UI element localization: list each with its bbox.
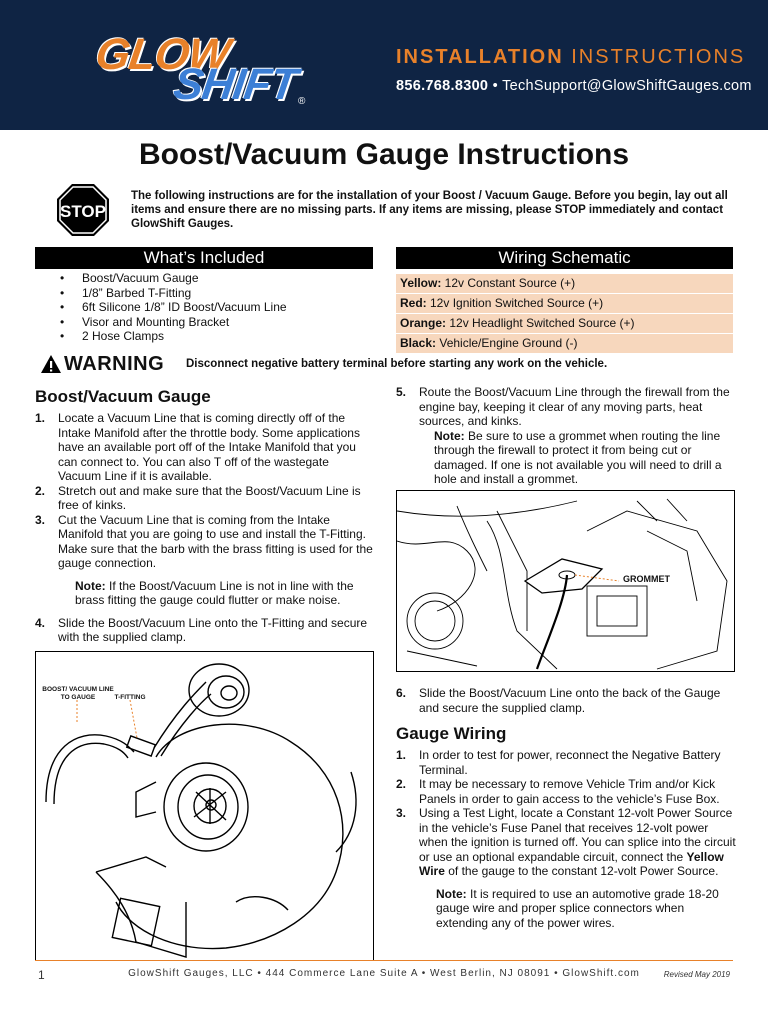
installation-instructions-title [396, 46, 745, 69]
wire-row-red [396, 294, 733, 313]
yellow-wire-text: Yellow Wire [419, 849, 724, 878]
wiring-schematic-heading: Wiring Schematic [396, 247, 733, 269]
phone-number: 856.768.8300 [396, 78, 489, 94]
step-text: Route the Boost/Vacuum Line through the firewall from the engine bay, keeping it clear of any moving parts, heat sources, and kinks. [419, 385, 730, 428]
boost-note [35, 579, 375, 608]
engine-bay-illustration [397, 491, 734, 671]
step-number: 1. [396, 748, 407, 762]
logo-shift-text: SHIFT [170, 60, 300, 109]
step-number: 6. [396, 686, 407, 700]
contact-separator: • [488, 78, 503, 94]
step-text: Cut the Vacuum Line that is coming from the Intake Manifold that you are going to use and install the T-Fitting. Make sure that the barb with the brass fitting is used for the gauge connection. [58, 512, 373, 570]
wire-color: Yellow: [400, 276, 442, 290]
list-item: • Visor and Mounting Bracket [60, 315, 287, 330]
step-number: 2. [396, 777, 407, 791]
step-item [396, 777, 736, 806]
step-item [396, 748, 736, 777]
gauge-wiring-steps [396, 748, 736, 938]
included-list [60, 271, 287, 344]
warning-triangle-icon [40, 354, 62, 374]
gauge-wiring-heading: Gauge Wiring [396, 724, 507, 743]
logo-glow-text: GLOW [92, 30, 233, 79]
glowshift-logo [92, 20, 332, 110]
note-text: Be sure to use a grommet when routing the line through the firewall to protect it from being cut or damaged. If one is not available you will need to drill a hole and install a grommet. [434, 428, 722, 486]
route-note [396, 429, 736, 487]
wire-desc: 12v Constant Source (+) [441, 276, 576, 290]
wire-row-black [396, 334, 733, 353]
page-number: 1 [38, 968, 45, 982]
step-item [35, 484, 375, 513]
step-number: 4. [35, 615, 46, 630]
footer-address: GlowShift Gauges, LLC • 444 Commerce Lane Suite A • West Berlin, NJ 08091 • GlowShift.com [128, 968, 640, 979]
step-item [396, 385, 736, 429]
step-item [35, 513, 375, 571]
step-text-after: of the gauge to the constant 12-volt Power Source. [444, 864, 719, 878]
stop-sign-text: STOP [60, 202, 106, 221]
step-item [35, 411, 375, 484]
boost-steps [35, 411, 375, 645]
wire-color: Red: [400, 296, 427, 310]
wire-desc: 12v Ignition Switched Source (+) [426, 296, 604, 310]
note-text: If the Boost/Vacuum Line is not in line with the brass fitting the gauge could flutter or make noise. [75, 578, 354, 607]
gauge-wiring-note [396, 887, 736, 931]
list-item: • Boost/Vacuum Gauge [60, 271, 287, 286]
footer-divider [35, 960, 733, 961]
step-item [396, 686, 736, 715]
note-label: Note: [436, 886, 467, 901]
step-text: Stretch out and make sure that the Boost/Vacuum Line is free of kinks. [58, 483, 361, 512]
revised-date: Revised May 2019 [663, 970, 730, 979]
step-number: 1. [35, 411, 46, 425]
note-text: It is required to use an automotive grade 18-20 gauge wire and proper splice connectors when extending any of the power wires. [436, 886, 719, 930]
step-item [396, 806, 736, 879]
warning-text: Disconnect negative battery terminal before starting any work on the vehicle. [186, 358, 608, 370]
step-item [35, 616, 375, 645]
wire-row-orange [396, 314, 733, 333]
list-item: • 6ft Silicone 1/8” ID Boost/Vacuum Line [60, 300, 287, 315]
stop-sign-icon [56, 183, 110, 237]
step-number: 3. [396, 806, 407, 820]
wire-color: Orange: [400, 316, 447, 330]
step-text-before: Using a Test Light, locate a Constant 12-volt Power Source in the vehicle’s Fuse Panel that receives 12-volt power when the ignition is turned off. You can splice into the circuit or use an optional expandable circuit, connect the [419, 806, 736, 864]
step-text: Locate a Vacuum Line that is coming directly off of the Intake Manifold after the throttle body. Some applications have an available port off of the Intake Manifold that you can connect to. You can also T off of the wastegate Vacuum Line if it is available. [58, 411, 360, 483]
page-title: Boost/Vacuum Gauge Instructions [138, 138, 630, 171]
title-rest: INSTRUCTIONS [563, 46, 746, 68]
contact-line [396, 78, 752, 94]
warning-banner [40, 353, 740, 375]
support-email: TechSupport@GlowShiftGauges.com [502, 78, 752, 94]
list-item: • 2 Hose Clamps [60, 329, 287, 344]
step-number: 3. [35, 512, 46, 527]
wire-desc: Vehicle/Engine Ground (-) [436, 336, 578, 350]
wire-row-yellow [396, 274, 733, 293]
grommet-label: GROMMET [623, 574, 670, 584]
boost-line-label: BOOST/ VACUUM LINE TO GAUGE [42, 686, 114, 701]
turbo-figure [35, 651, 374, 961]
note-label: Note: [75, 578, 106, 593]
warning-word: WARNING [64, 353, 165, 375]
step-text: Slide the Boost/Vacuum Line onto the T-Fitting and secure with the supplied clamp. [58, 615, 368, 644]
title-bold: INSTALLATION [396, 46, 564, 68]
boost-vacuum-heading: Boost/Vacuum Gauge [35, 387, 211, 406]
step-text: It may be necessary to remove Vehicle Trim and/or Kick Panels in order to gain access to the vehicle’s Fuse Box. [419, 777, 720, 806]
note-label: Note: [434, 428, 465, 443]
step-number: 2. [35, 483, 46, 498]
whats-included-heading: What’s Included [35, 247, 373, 269]
page-header [0, 0, 768, 130]
step-text: In order to test for power, reconnect the Negative Battery Terminal. [419, 748, 721, 777]
registered-mark: ® [298, 96, 306, 107]
step-text: Slide the Boost/Vacuum Line onto the back of the Gauge and secure the supplied clamp. [419, 686, 721, 715]
intro-paragraph: The following instructions are for the installation of your Boost / Vacuum Gauge. Before you begin, lay out all items and ensure there are no missing parts. If any items are missing, please STOP immediately and contact GlowShift Gauges. [131, 190, 728, 230]
list-item: • 1/8” Barbed T-Fitting [60, 286, 287, 301]
grommet-figure [396, 490, 735, 672]
step-six-block [396, 686, 736, 715]
route-steps [396, 385, 736, 487]
step-number: 5. [396, 385, 407, 399]
wire-desc: 12v Headlight Switched Source (+) [446, 316, 635, 330]
wire-color: Black: [400, 336, 437, 350]
wiring-table [396, 274, 733, 354]
t-fitting-label: T-FITTING [114, 694, 146, 701]
